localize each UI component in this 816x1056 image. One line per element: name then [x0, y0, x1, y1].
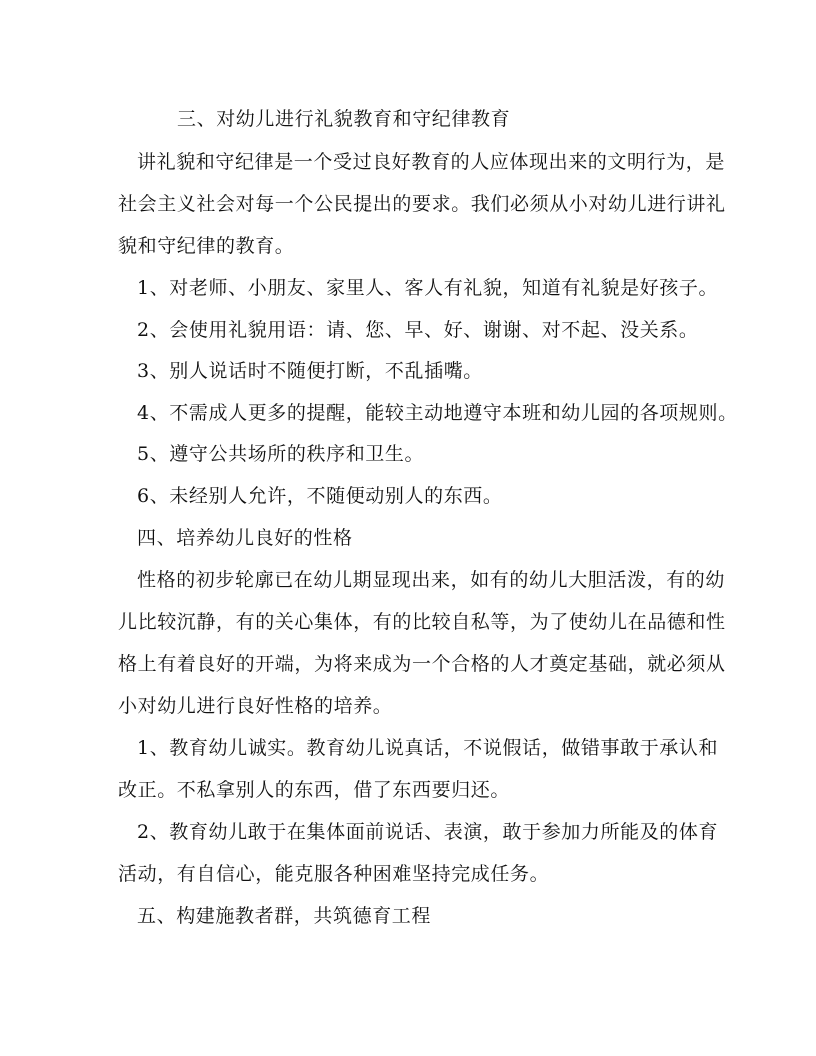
- section-4-heading: 四、培养幼儿良好的性格: [137, 527, 353, 549]
- section-3-intro-line-3: 貌和守纪律的教育。: [118, 235, 295, 257]
- section-4-item-1-line-1: 1、教育幼儿诚实。教育幼儿说真话，不说假话，做错事敢于承认和: [137, 737, 719, 759]
- section-3-heading: 三、对幼儿进行礼貌教育和守纪律教育: [177, 108, 511, 130]
- section-4-item-2-line-1: 2、教育幼儿敢于在集体面前说话、表演，敢于参加力所能及的体育: [137, 821, 719, 843]
- section-3-item-5: 5、遵守公共场所的秩序和卫生。: [137, 443, 425, 465]
- section-4-intro-line-2: 儿比较沉静，有的关心集体，有的比较自私等，为了使幼儿在品德和性: [118, 611, 726, 633]
- section-4-intro-line-3: 格上有着良好的开端，为将来成为一个合格的人才奠定基础，就必须从: [118, 653, 726, 675]
- section-4-item-2-line-2: 活动，有自信心，能克服各种困难坚持完成任务。: [118, 863, 550, 885]
- section-5-heading: 五、构建施教者群，共筑德育工程: [137, 905, 432, 927]
- section-3-item-3: 3、别人说话时不随便打断，不乱插嘴。: [137, 360, 483, 382]
- section-3-item-1: 1、对老师、小朋友、家里人、客人有礼貌，知道有礼貌是好孩子。: [137, 277, 719, 299]
- section-3-intro-line-1: 讲礼貌和守纪律是一个受过良好教育的人应体现出来的文明行为，是: [137, 151, 726, 173]
- section-4-item-1-line-2: 改正。不私拿别人的东西，借了东西要归还。: [118, 779, 511, 801]
- section-3-item-4: 4、不需成人更多的提醒，能较主动地遵守本班和幼儿园的各项规则。: [137, 402, 738, 424]
- section-4-intro-line-4: 小对幼儿进行良好性格的培养。: [118, 695, 393, 717]
- section-3-item-2: 2、会使用礼貌用语：请、您、早、好、谢谢、对不起、没关系。: [137, 319, 699, 341]
- section-3-intro-line-2: 社会主义社会对每一个公民提出的要求。我们必须从小对幼儿进行讲礼: [118, 193, 726, 215]
- section-4-intro-line-1: 性格的初步轮廓已在幼儿期显现出来，如有的幼儿大胆活泼，有的幼: [137, 569, 726, 591]
- section-3-item-6: 6、未经别人允许，不随便动别人的东西。: [137, 485, 503, 507]
